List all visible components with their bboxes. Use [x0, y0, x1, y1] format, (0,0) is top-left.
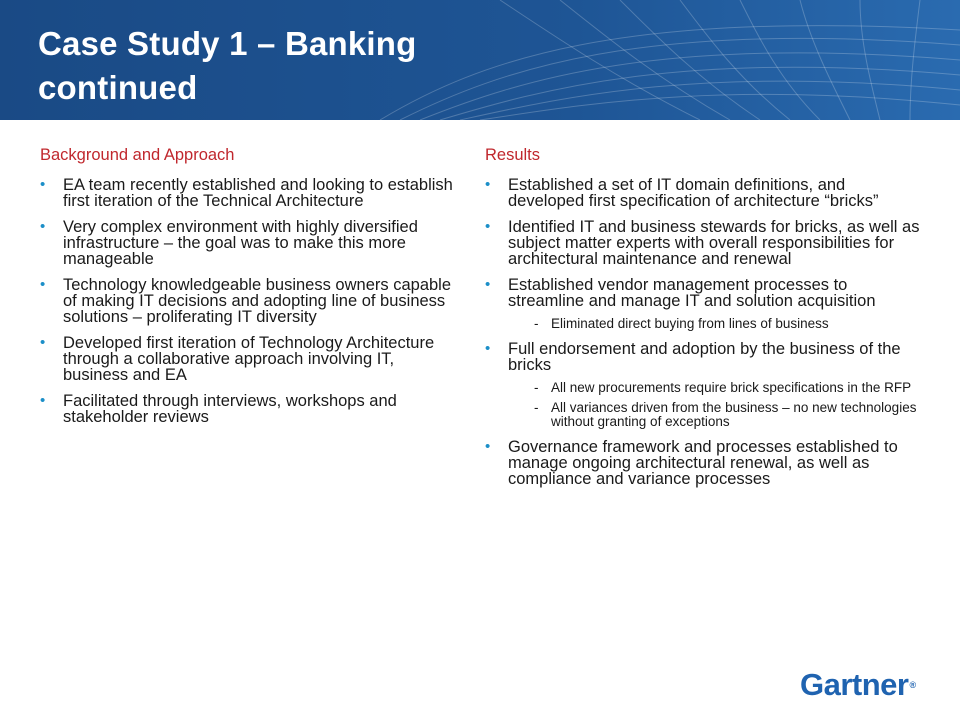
dash-icon: -	[534, 400, 539, 415]
list-item	[485, 341, 925, 429]
logo-text: Gartner	[800, 667, 909, 702]
list-item-text: Established vendor management processes to streamline and manage IT and solution acquisition	[508, 276, 876, 310]
dash-icon: -	[534, 316, 539, 331]
title-line-1: Case Study 1 – Banking	[38, 25, 417, 62]
list-item-text: Technology knowledgeable business owners capable of making IT decisions and adopting line of business solutions – proliferating IT diversity	[63, 276, 452, 326]
list-item-text: Developed first iteration of Technology Architecture through a collaborative approach involving IT, business and EA	[63, 334, 435, 384]
bullet-icon: •	[40, 218, 46, 235]
list-item-text: EA team recently established and looking to establish first iteration of the Technical Architecture	[63, 176, 453, 210]
registered-mark-icon: ®	[909, 680, 916, 690]
list-item	[485, 439, 925, 487]
list-item	[485, 277, 925, 331]
dash-icon: -	[534, 380, 539, 395]
list-item-text: Very complex environment with highly diversified infrastructure – the goal was to make this more manageable	[63, 218, 418, 268]
bullet-icon: •	[485, 218, 491, 235]
bullet-icon: •	[40, 392, 46, 409]
list-item	[485, 219, 925, 267]
title-line-2: continued	[38, 69, 198, 106]
list-item-text: Full endorsement and adoption by the business of the bricks	[508, 340, 901, 374]
list-item-text: Identified IT and business stewards for bricks, as well as subject matter experts with overall responsibilities for architectural maintenance and renewal	[508, 218, 920, 268]
results-column	[485, 145, 925, 497]
background-bullet-list	[40, 177, 454, 425]
background-approach-heading: Background and Approach	[40, 146, 235, 164]
list-item	[40, 277, 454, 325]
bullet-icon: •	[40, 276, 46, 293]
sub-list	[508, 381, 925, 429]
bullet-icon: •	[485, 276, 491, 293]
page-title	[38, 22, 417, 110]
list-item	[40, 219, 454, 267]
bullet-icon: •	[40, 334, 46, 351]
sub-list	[508, 317, 925, 331]
list-item	[485, 177, 925, 209]
list-item	[40, 393, 454, 425]
list-item	[40, 177, 454, 209]
sub-list-item	[508, 317, 925, 331]
sub-list-item	[508, 381, 925, 395]
bullet-icon: •	[485, 176, 491, 193]
title-banner	[0, 0, 960, 120]
list-item-text: Governance framework and processes established to manage ongoing architectural renewal, as well as compliance and variance processes	[508, 438, 898, 488]
background-approach-column	[40, 145, 454, 435]
sub-list-item-text: Eliminated direct buying from lines of business	[551, 316, 829, 331]
list-item	[40, 335, 454, 383]
results-bullet-list	[485, 177, 925, 487]
sub-list-item-text: All variances driven from the business – no new technologies without granting of exceptions	[551, 400, 917, 429]
bullet-icon: •	[40, 176, 46, 193]
bullet-icon: •	[485, 340, 491, 357]
list-item-text: Established a set of IT domain definitions, and developed first specification of architecture “bricks”	[508, 176, 879, 210]
gartner-logo	[800, 668, 916, 702]
results-heading: Results	[485, 146, 541, 164]
sub-list-item	[508, 401, 925, 429]
sub-list-item-text: All new procurements require brick specifications in the RFP	[551, 380, 912, 395]
bullet-icon: •	[485, 438, 491, 455]
list-item-text: Facilitated through interviews, workshops and stakeholder reviews	[63, 392, 397, 426]
